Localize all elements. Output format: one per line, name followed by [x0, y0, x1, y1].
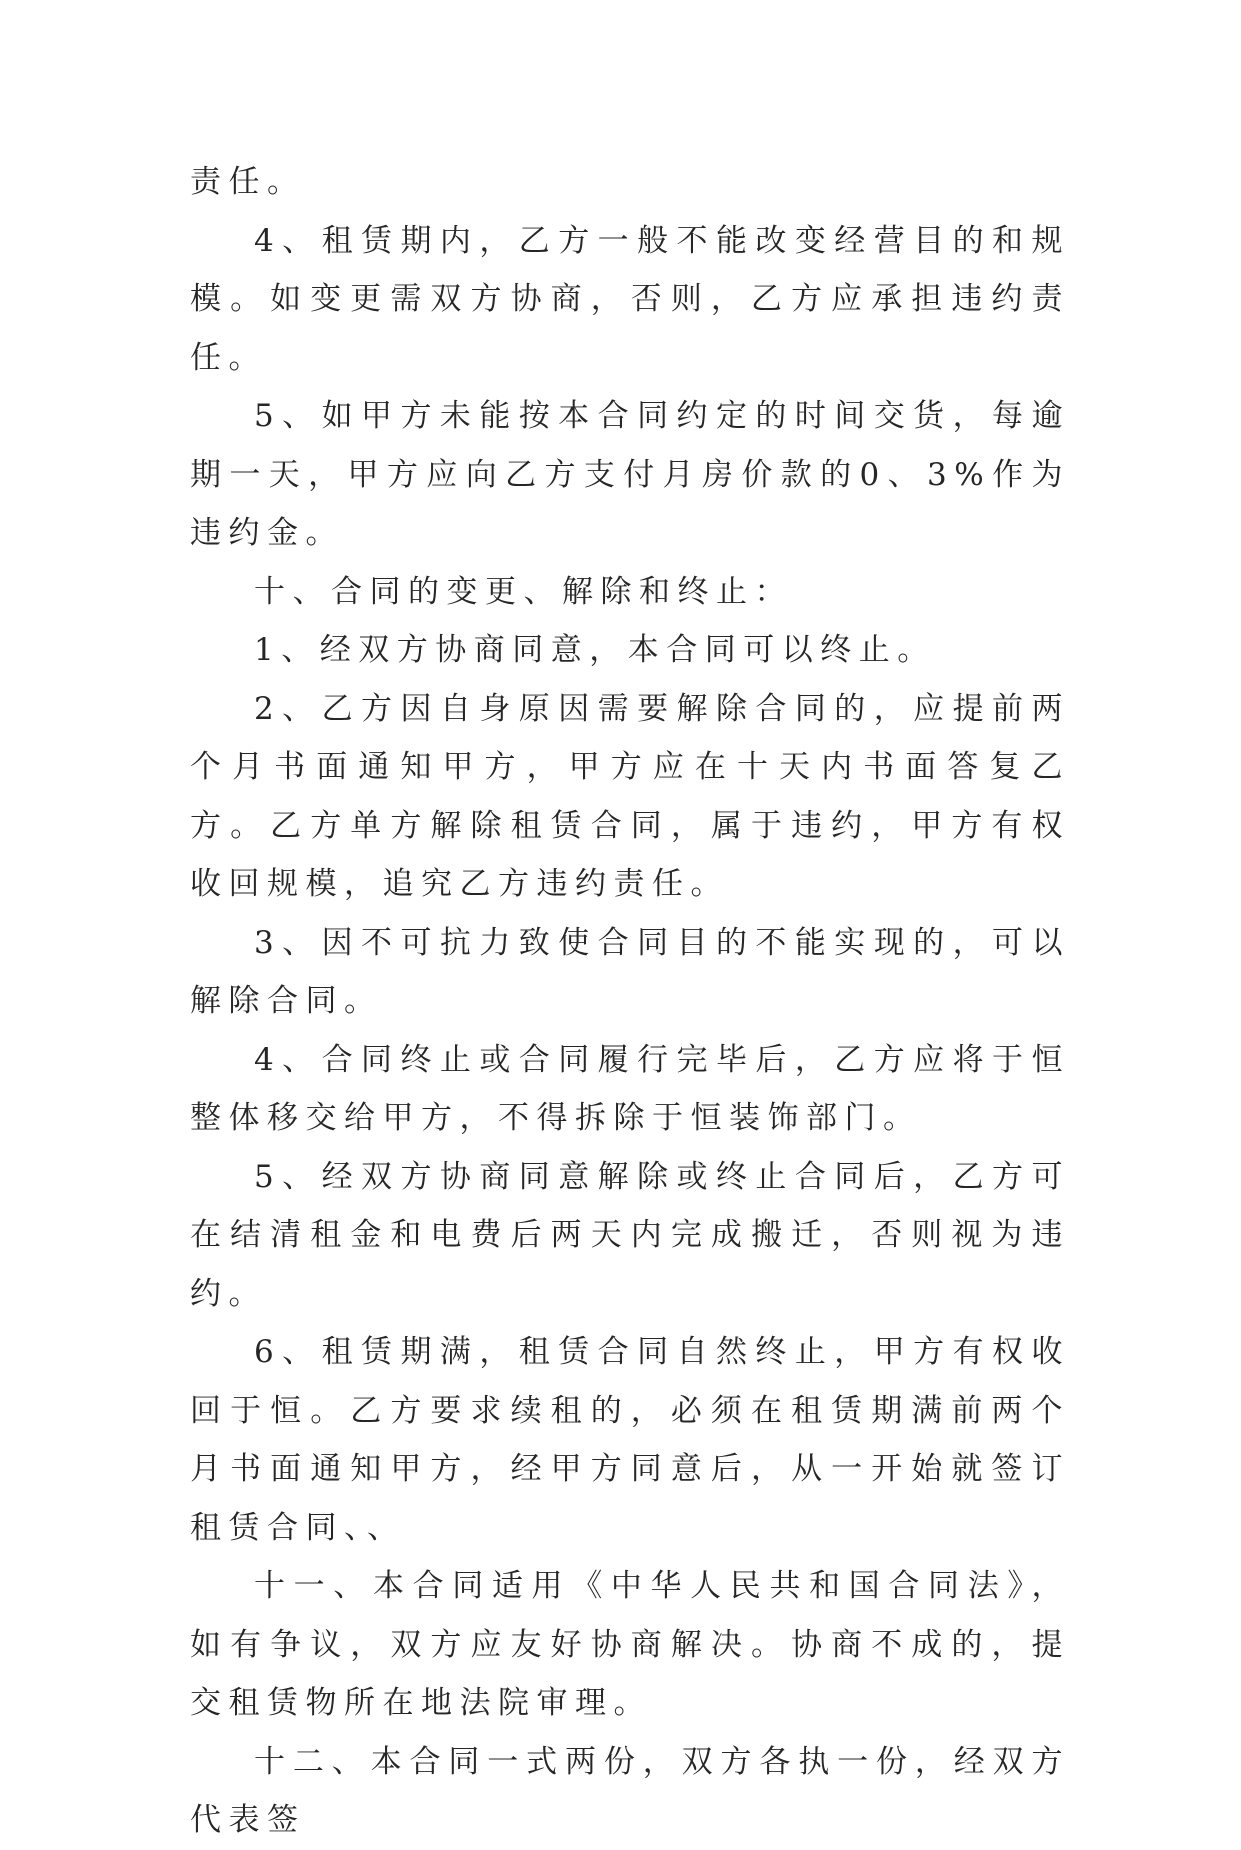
paragraph-0: 责任。 [190, 164, 306, 200]
document-body [190, 153, 1070, 1850]
paragraph-8: 5、经双方协商同意解除或终止合同后，乙方可在结清租金和电费后两天内完成搬迁，否则视为违约。 [190, 1158, 1070, 1312]
paragraph-6: 3、因不可抗力致使合同目的不能实现的，可以解除合同。 [190, 924, 1070, 1019]
paragraph-9: 6、租赁期满，租赁合同自然终止，甲方有权收回于恒。乙方要求续租的，必须在租赁期满前两个月书面通知甲方，经甲方同意后，从一开始就签订租赁合同、、 [190, 1334, 1070, 1546]
paragraph-3: 十、合同的变更、解除和终止： [254, 573, 793, 610]
paragraph-2: 5、如甲方未能按本合同约定的时间交货，每逾期一天，甲方应向乙方支付月房价款的0、3%作为违约金。 [190, 398, 1070, 551]
paragraph-5: 2、乙方因自身原因需要解除合同的，应提前两个月书面通知甲方，甲方应在十天内书面答复乙方。乙方单方解除租赁合同，属于违约，甲方有权收回规模，追究乙方违约责任。 [190, 690, 1070, 902]
paragraph-7: 4、合同终止或合同履行完毕后，乙方应将于恒整体移交给甲方，不得拆除于恒装饰部门。 [190, 1041, 1070, 1136]
paragraph-11: 十二、本合同一式两份，双方各执一份，经双方代表签 [190, 1743, 1070, 1838]
paragraph-10: 十一、本合同适用《中华人民共和国合同法》，如有争议，双方应友好协商解决。协商不成的，提交租赁物所在地法院审理。 [190, 1568, 1070, 1721]
paragraph-1: 4、租赁期内，乙方一般不能改变经营目的和规模。如变更需双方协商，否则，乙方应承担违约责任。 [190, 222, 1070, 376]
paragraph-4: 1、经双方协商同意，本合同可以终止。 [254, 632, 936, 668]
